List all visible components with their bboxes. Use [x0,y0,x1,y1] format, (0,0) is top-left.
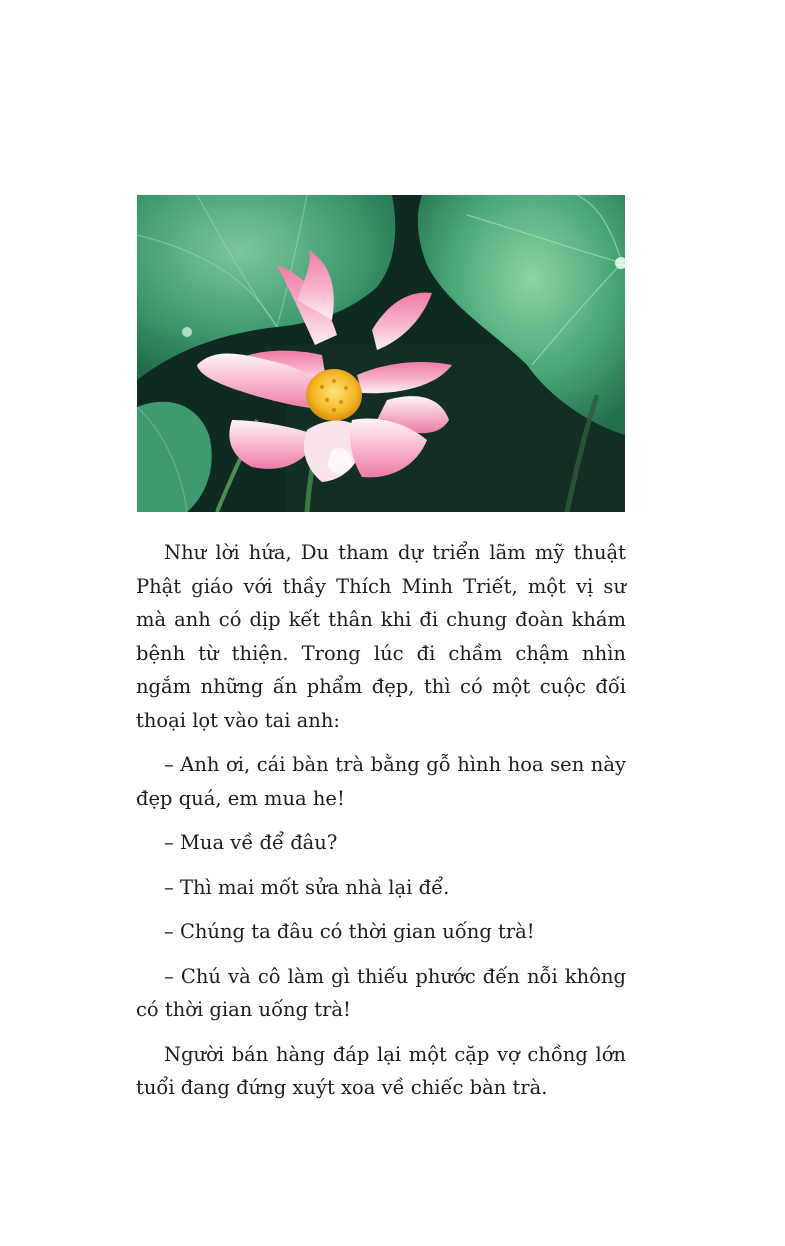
lotus-photo [137,195,625,512]
body-text [136,536,626,1116]
paragraph: Người bán hàng đáp lại một cặp vợ chồng lớn tuổi đang đứng xuýt xoa về chiếc bàn trà. [136,1042,626,1099]
dialogue-line: – Chúng ta đâu có thời gian uống trà! [164,920,535,943]
dialogue-line: – Anh ơi, cái bàn trà bằng gỗ hình hoa sen này đẹp quá, em mua he! [136,753,626,810]
dialogue-line: – Mua về để đâu? [164,831,338,854]
dialogue-line: – Thì mai mốt sửa nhà lại để. [164,875,450,899]
dialogue-line: – Chú và cô làm gì thiếu phước đến nỗi không có thời gian uống trà! [136,964,626,1021]
paragraph: Như lời hứa, Du tham dự triển lãm mỹ thuật Phật giáo với thầy Thích Minh Triết, một vị sư mà anh có dịp kết thân khi đi chung đoàn khám bệnh từ thiện. Trong lúc đi chầm chậm nhìn ngắm những ấn phẩm đẹp, thì có một cuộc đối thoại lọt vào tai anh: [136,541,626,732]
